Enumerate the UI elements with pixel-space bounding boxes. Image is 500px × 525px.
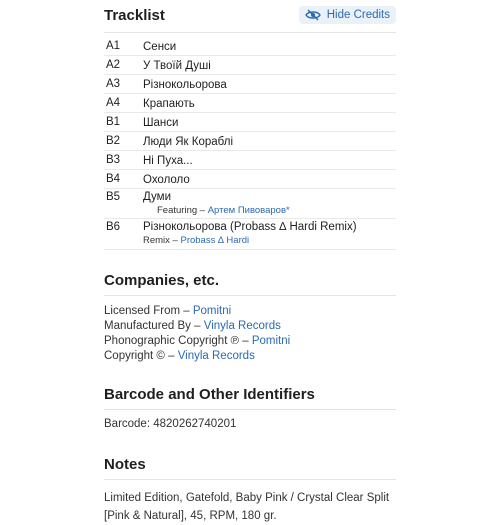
barcode-divider	[104, 409, 396, 410]
eye-slash-icon	[305, 9, 321, 21]
track-position: B5	[106, 191, 121, 203]
track-position: B4	[106, 173, 121, 185]
barcode-heading: Barcode and Other Identifiers	[104, 385, 315, 403]
credit-artist-link[interactable]: Артем Пивоваров*	[207, 205, 290, 216]
track-position: A1	[106, 40, 121, 52]
track-position: B1	[106, 116, 121, 128]
barcode-header	[104, 382, 396, 406]
company-role: Licensed From –	[104, 305, 190, 317]
hide-credits-button[interactable]	[299, 6, 396, 24]
track-position: B6	[106, 221, 121, 233]
track-position: B2	[106, 135, 121, 147]
hide-credits-label: Hide Credits	[326, 9, 390, 21]
company-item	[104, 304, 396, 319]
track-title: Шанси	[143, 117, 179, 129]
track-row	[104, 75, 396, 94]
track-position: A2	[106, 59, 121, 71]
company-role: Copyright © –	[104, 350, 175, 362]
credit-artist-link[interactable]: Probass ∆ Hardi	[180, 235, 250, 246]
barcode-value: 4820262740201	[153, 418, 237, 430]
notes-divider	[104, 479, 396, 480]
track-row	[104, 132, 396, 151]
track-title: Крапають	[143, 98, 195, 110]
track-row	[104, 219, 396, 250]
company-link[interactable]: Vinyla Records	[177, 350, 255, 362]
companies-heading: Companies, etc.	[104, 271, 220, 289]
company-link[interactable]: Pomitni	[192, 305, 232, 317]
track-title: Різнокольорова (Probass ∆ Hardi Remix)	[143, 221, 357, 233]
company-item	[104, 334, 396, 349]
track-title: Люди Як Кораблі	[143, 136, 234, 148]
companies-divider	[104, 295, 396, 296]
track-row	[104, 56, 396, 75]
track-title: У Твоїй Душі	[143, 60, 211, 72]
track-position: B3	[106, 154, 121, 166]
companies-list	[104, 304, 396, 364]
track-position: A3	[106, 78, 121, 90]
company-link[interactable]: Pomitni	[251, 335, 291, 347]
notes-heading: Notes	[104, 455, 146, 473]
tracklist-heading: Tracklist	[104, 6, 165, 24]
barcode-row	[104, 418, 396, 430]
company-role: Manufactured By –	[104, 320, 201, 332]
track-row	[104, 151, 396, 170]
company-item	[104, 319, 396, 334]
track-row	[104, 189, 396, 219]
tracklist	[104, 37, 396, 250]
track-title: Сенси	[143, 41, 177, 53]
track-row	[104, 170, 396, 189]
track-row	[104, 37, 396, 56]
track-credit	[143, 235, 396, 246]
track-title: Охололо	[143, 174, 190, 186]
company-role: Phonographic Copyright ℗ –	[104, 335, 249, 347]
track-title: Ні Пуха...	[143, 155, 193, 167]
company-item	[104, 349, 396, 364]
credit-role: Featuring –	[157, 205, 206, 216]
track-row	[104, 113, 396, 132]
notes-header	[104, 452, 396, 476]
track-row	[104, 94, 396, 113]
release-details	[104, 0, 396, 525]
company-link[interactable]: Vinyla Records	[203, 320, 281, 332]
credit-role: Remix –	[143, 235, 178, 246]
notes-text: Limited Edition, Gatefold, Baby Pink / Crystal Clear Split [Pink & Natural], 45, RPM, 180 gr.	[104, 492, 390, 522]
track-credit	[143, 205, 396, 216]
tracklist-divider	[104, 32, 396, 33]
track-title: Різнокольорова	[143, 79, 227, 91]
track-title: Думи	[143, 191, 171, 203]
companies-header	[104, 268, 396, 292]
track-position: A4	[106, 97, 121, 109]
barcode-label: Barcode:	[104, 418, 151, 430]
tracklist-header	[104, 0, 396, 30]
